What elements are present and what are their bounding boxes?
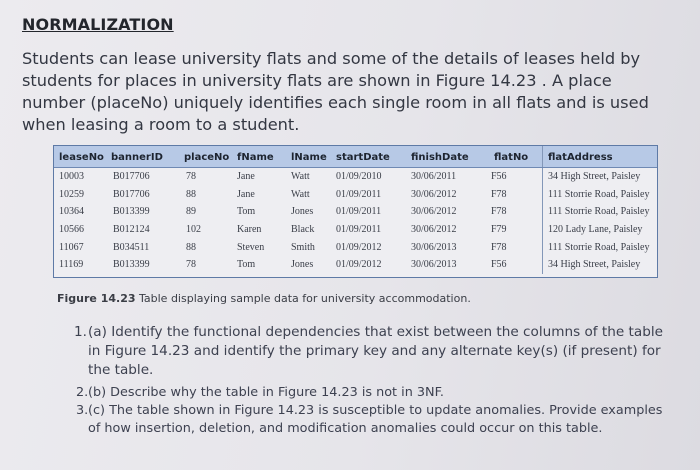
- table-cell: Watt: [291, 188, 310, 200]
- table-header-row: [54, 146, 657, 168]
- question-number: 2.: [76, 385, 89, 400]
- column-header: flatAddress: [543, 146, 658, 168]
- question-list: [76, 323, 676, 438]
- table-cell: B013399: [113, 259, 150, 271]
- column-header: lName: [286, 146, 331, 168]
- column-header: bannerID: [106, 146, 179, 168]
- table-cell: 10364: [59, 206, 84, 218]
- question-item: [76, 402, 676, 438]
- table-cell: Jones: [291, 259, 314, 271]
- lease-data-table: [53, 145, 658, 278]
- table-cell: Jane: [237, 188, 255, 200]
- column-header: finishDate: [406, 146, 489, 168]
- table-cell: 120 Lady Lane, Paisley: [543, 221, 658, 239]
- table-cell: B017706: [113, 188, 150, 200]
- question-number: 1.: [74, 324, 87, 340]
- figure-label: Figure 14.23: [57, 292, 136, 305]
- table-cell: B017706: [113, 171, 150, 183]
- table-row: [54, 203, 657, 221]
- table-row: [54, 186, 657, 204]
- table-cell: 78: [186, 259, 196, 271]
- table-cell: 88: [186, 188, 196, 200]
- column-header: flatNo: [489, 146, 543, 168]
- table-cell: 89: [186, 206, 196, 218]
- table-cell: Tom: [237, 206, 256, 218]
- table-cell: F78: [491, 206, 507, 218]
- table-cell: 111 Storrie Road, Paisley: [543, 186, 658, 204]
- table-cell: Smith: [291, 241, 315, 253]
- table-cell: F56: [491, 259, 507, 271]
- figure-caption-text: Table displaying sample data for university accommodation.: [139, 292, 471, 305]
- figure-caption: [57, 292, 471, 305]
- table-cell: 88: [186, 241, 196, 253]
- table-cell: 30/06/2012: [411, 224, 457, 236]
- table-cell: Black: [291, 224, 315, 236]
- question-text: (a) Identify the functional dependencies that exist between the columns of the table in Figure 14.23 and identify the primary key and any alternate key(s) (if present) for the table.: [88, 324, 663, 378]
- table-row: [54, 168, 657, 186]
- table-cell: 34 High Street, Paisley: [543, 168, 658, 186]
- question-item: [76, 384, 676, 402]
- table-cell: 11169: [59, 259, 84, 271]
- question-number: 3.: [76, 403, 89, 418]
- table-cell: Watt: [291, 171, 310, 183]
- table-cell: 11067: [59, 241, 84, 253]
- table-cell: F78: [491, 188, 507, 200]
- table-cell: 30/06/2011: [411, 171, 457, 183]
- table-cell: 01/09/2012: [336, 259, 382, 271]
- table-cell: 34 High Street, Paisley: [543, 256, 658, 274]
- table-cell: 01/09/2010: [336, 171, 382, 183]
- column-header: fName: [232, 146, 286, 168]
- table-cell: Jones: [291, 206, 314, 218]
- table-cell: 01/09/2011: [336, 224, 382, 236]
- table-cell: F56: [491, 171, 507, 183]
- table-cell: B012124: [113, 224, 150, 236]
- table-cell: 102: [186, 224, 201, 236]
- table-cell: 30/06/2012: [411, 206, 457, 218]
- question-text: (c) The table shown in Figure 14.23 is susceptible to update anomalies. Provide examples of how insertion, deletion, and modification anomalies could occur on this table.: [88, 403, 663, 436]
- section-heading: NORMALIZATION: [22, 15, 174, 34]
- table-cell: B034511: [113, 241, 150, 253]
- table-cell: 01/09/2011: [336, 206, 382, 218]
- table-cell: F79: [491, 224, 507, 236]
- question-item: [76, 323, 676, 380]
- table-cell: 30/06/2013: [411, 259, 457, 271]
- table-cell: Tom: [237, 259, 256, 271]
- table-cell: 01/09/2011: [336, 188, 382, 200]
- table-cell: B013399: [113, 206, 150, 218]
- question-text: (b) Describe why the table in Figure 14.23 is not in 3NF.: [88, 385, 444, 400]
- table-cell: 10003: [59, 171, 84, 183]
- column-header: placeNo: [179, 146, 232, 168]
- table-cell: 30/06/2012: [411, 188, 457, 200]
- table-cell: Karen: [237, 224, 262, 236]
- table-cell: 30/06/2013: [411, 241, 457, 253]
- table-cell: 01/09/2012: [336, 241, 382, 253]
- intro-paragraph: Students can lease university flats and some of the details of leases held by students for places in university flats are shown in Figure 14.23 . A place number (placeNo) uniquely identifies each single room in all flats and is used when leasing a room to a student.: [22, 49, 649, 134]
- table-cell: Jane: [237, 171, 255, 183]
- column-header: leaseNo: [54, 146, 106, 168]
- table-cell: F78: [491, 241, 507, 253]
- table-cell: 78: [186, 171, 196, 183]
- table-cell: 10259: [59, 188, 84, 200]
- table-row: [54, 221, 657, 239]
- column-header: startDate: [331, 146, 406, 168]
- table-cell: 10566: [59, 224, 84, 236]
- table-cell: 111 Storrie Road, Paisley: [543, 238, 658, 256]
- table-row: [54, 256, 657, 274]
- table-cell: 111 Storrie Road, Paisley: [543, 203, 658, 221]
- table-cell: Steven: [237, 241, 265, 253]
- table-row: [54, 238, 657, 256]
